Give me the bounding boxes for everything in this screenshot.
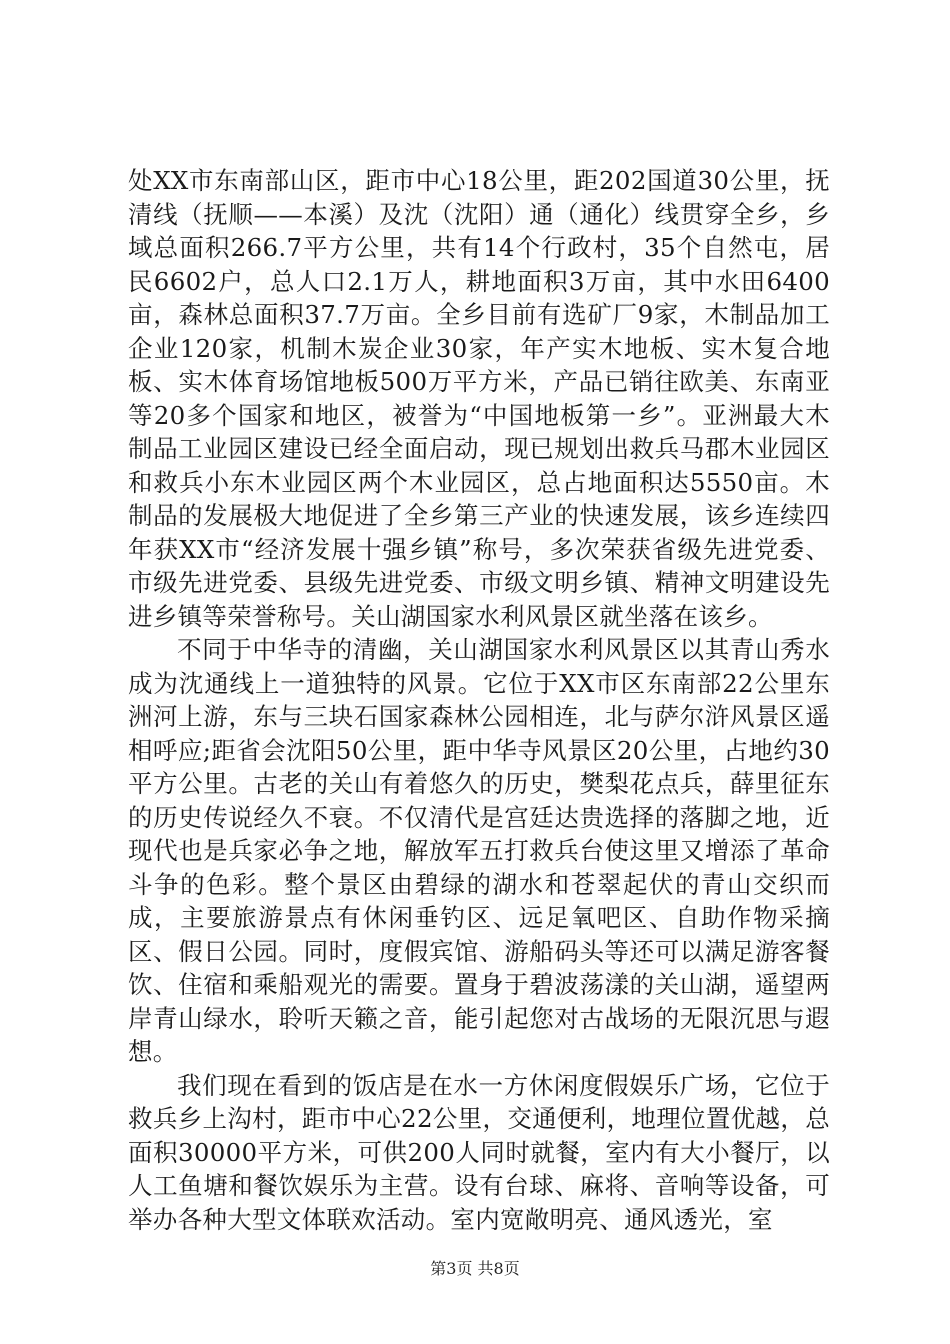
paragraph-2: 不同于中华寺的清幽，关山湖国家水利风景区以其青山秀水成为沈通线上一道独特的风景。它位于XX市区东南部22公里东洲河上游，东与三块石国家森林公园相连，北与萨尔浒风景区遥相呼应;距省会沈阳50公里，距中华寺风景区20公里，占地约30平方公里。古老的关山有着悠久的历史，樊梨花点兵，薛里征东的历史传说经久不衰。不仅清代是宫廷达贵选择的落脚之地，近现代也是兵家必争之地，解放军五打救兵台使这里又增添了革命斗争的色彩。整个景区由碧绿的湖水和苍翠起伏的青山交织而成，主要旅游景点有休闲垂钓区、远足氧吧区、自助作物采摘区、假日公园。同时，度假宾馆、游船码头等还可以满足游客餐饮、住宿和乘船观光的需要。置身于碧波荡漾的关山湖，遥望两岸青山绿水，聆听天籁之音，能引起您对古战场的无限沉思与遐想。	[128, 635, 830, 1066]
paragraph-1: 处XX市东南部山区，距市中心18公里，距202国道30公里，抚清线（抚顺——本溪）及沈（沈阳）通（通化）线贯穿全乡，乡域总面积266.7平方公里，共有14个行政村，35个自然屯，居民6602户，总人口2.1万人，耕地面积3万亩，其中水田6400亩，森林总面积37.7万亩。全乡目前有选矿厂9家，木制品加工企业120家，机制木炭企业30家，年产实木地板、实木复合地板、实木体育场馆地板500万平方米，产品已销往欧美、东南亚等20多个国家和地区，被誉为“中国地板第一乡”。亚洲最大木制品工业园区建设已经全面启动，现已规划出救兵马郡木业园区和救兵小东木业园区两个木业园区，总占地面积达5550亩。木制品的发展极大地促进了全乡第三产业的快速发展，该乡连续四年获XX市“经济发展十强乡镇”称号，多次荣获省级先进党委、市级先进党委、县级先进党委、市级文明乡镇、精神文明建设先进乡镇等荣誉称号。关山湖国家水利风景区就坐落在该乡。	[128, 166, 830, 631]
page-number-indicator: 第3页 共8页	[430, 1259, 520, 1278]
page-footer	[0, 1259, 950, 1279]
document-body	[128, 164, 830, 1236]
paragraph-3: 我们现在看到的饭店是在水一方休闲度假娱乐广场，它位于救兵乡上沟村，距市中心22公里，交通便利，地理位置优越，总面积30000平方米，可供200人同时就餐，室内有大小餐厅，以人工鱼塘和餐饮娱乐为主营。设有台球、麻将、音响等设备，可举办各种大型文体联欢活动。室内宽敞明亮、通风透光，室	[128, 1070, 830, 1234]
